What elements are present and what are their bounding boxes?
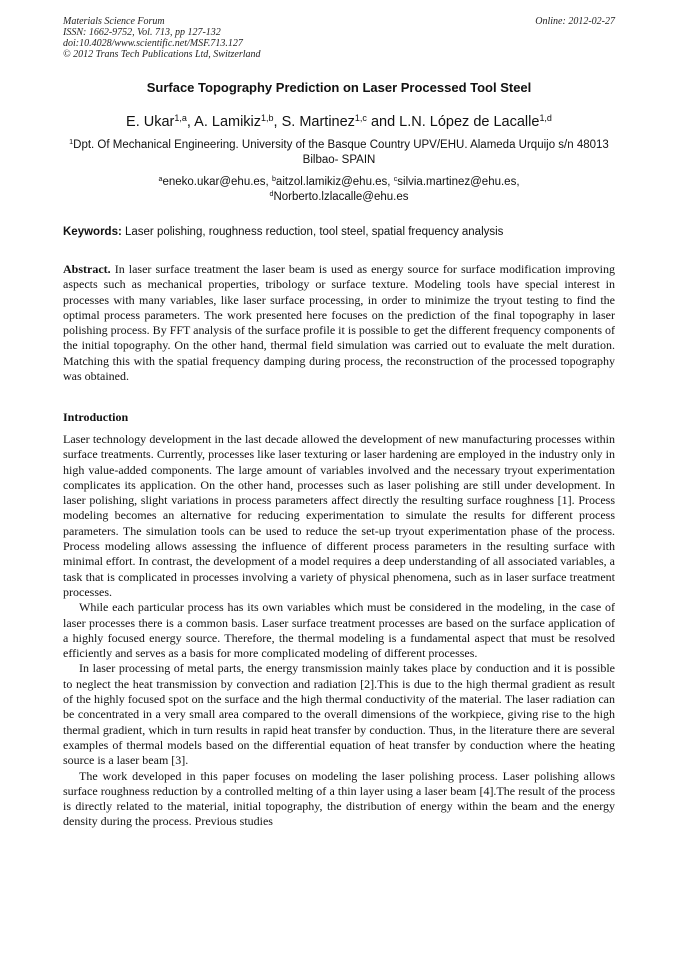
author-name: , S. Martinez — [273, 114, 355, 130]
author-name: and L.N. López de Lacalle — [366, 114, 540, 130]
online-date: Online: 2012-02-27 — [535, 16, 615, 27]
keywords-text: Laser polishing, roughness reduction, tool steel, spatial frequency analysis — [121, 226, 504, 238]
abstract — [63, 262, 615, 384]
intro-paragraph: The work developed in this paper focuses on modeling the laser polishing process. Laser polishing allows surface roughness reduction by a controlled melting of a thin layer using a laser beam [4].The result of the process is directly related to the material, initial topography, the distribution of energy within the beam and the energy density during the process. Previous studies — [63, 768, 615, 829]
affiliation-text: Dpt. Of Mechanical Engineering. University of the Basque Country UPV/EHU. Alameda Urquijo s/n 48013 Bilbao- SPAIN — [73, 139, 609, 166]
email-link[interactable]: eneko.ukar@ehu.es, — [162, 176, 272, 188]
author-emails — [63, 175, 615, 205]
email-link[interactable]: Norberto.lzlacalle@ehu.es — [273, 191, 409, 203]
author-name: , A. Lamikiz — [186, 114, 262, 130]
intro-paragraph: Laser technology development in the last decade allowed the development of new manufacturing processes within surface treatments. Currently, processes like laser texturing or laser hardening are employed in the industry only in high value-added components. The large amount of variables involved and the necessary tryout experimentation complicates its application. On the other hand, processes such as laser polishing are still under development. In laser polishing, slight variations in process parameters affect directly the resulting surface roughness [1]. Process modeling becomes an alternative for reducing experimentation to simulate the results for different process parameters. The simulation tools can be used to reduce the set-up tryout experimentation phase of the process. Process modeling allows assessing the influence of different process parameters in the resulting surface with minimal effort. In contrast, the development of a model requires a deep understanding of all associated variables, a task that is complicated in processes involving a variety of physical phenomena, such as in laser surface treatment processes. — [63, 432, 615, 599]
email-mark: d — [269, 190, 274, 199]
author-affiliation-mark: 1,c — [354, 113, 367, 124]
email-link[interactable]: silvia.martinez@ehu.es, — [397, 176, 520, 188]
author-affiliation-mark: 1,d — [539, 113, 552, 124]
email-link[interactable]: aitzol.lamikiz@ehu.es, — [275, 176, 394, 188]
introduction-body — [63, 432, 615, 830]
keywords — [63, 225, 623, 240]
author-affiliation-mark: 1,a — [174, 113, 187, 124]
journal-copyright: © 2012 Trans Tech Publications Ltd, Switzerland — [63, 49, 261, 60]
abstract-text: In laser surface treatment the laser beam is used as energy source for surface modification improving aspects such as mechanical properties, tribology or surface texture. Modeling tools have special interest in processes with many variables, like laser surface processing, in order to minimize the tryout testing to find the optimal process parameters. The work presented here focuses on the prediction of the final topography in laser polishing process. By FFT analysis of the surface profile it is possible to get the different frequency components of the initial topography. On the other hand, thermal field simulation was carried out to evaluate the melt duration. Matching this with the spatial frequency damping during process, the reconstruction of the processed topography was obtained. — [63, 262, 615, 384]
email-mark: b — [271, 175, 276, 184]
introduction-heading: Introduction — [63, 410, 129, 424]
journal-name: Materials Science Forum — [63, 16, 165, 27]
abstract-label: Abstract. — [63, 262, 111, 276]
author-name: E. Ukar — [126, 114, 175, 130]
keywords-label: Keywords: — [63, 226, 122, 238]
journal-doi: doi:10.4028/www.scientific.net/MSF.713.127 — [63, 38, 243, 49]
journal-issn: ISSN: 1662-9752, Vol. 713, pp 127-132 — [63, 27, 221, 38]
email-mark: c — [393, 175, 398, 184]
email-mark: a — [158, 175, 163, 184]
affiliation — [63, 138, 615, 168]
paper-title: Surface Topography Prediction on Laser Processed Tool Steel — [146, 80, 532, 95]
affiliation-mark: 1 — [69, 138, 74, 147]
journal-header — [63, 16, 615, 60]
intro-paragraph: In laser processing of metal parts, the energy transmission mainly takes place by conduction and it is possible to neglect the heat transmission by convection and radiation [2].This is due to the high thermal gradient as result of the highly focused spot on the surface and the high thermal conductivity of the material. The laser radiation can be concentrated in a very small area compared to the overall dimensions of the workpiece, giving rise to the high thermal gradient, which in turn results in rapid heat transfer by conduction. Thus, in the literature there are several examples of thermal models based on the differential equation of heat transfer by conduction where the heating source is a laser beam [3]. — [63, 661, 615, 768]
intro-paragraph: While each particular process has its own variables which must be considered in the modeling, in the case of laser processes there is a common basis. Laser surface treatment processes are based on the surface application of a highly focused energy source. Therefore, the thermal modeling is a fundamental aspect that must be resolved efficiently and serves as a basis for more complicated modeling of different processes. — [63, 600, 615, 661]
author-affiliation-mark: 1,b — [261, 113, 274, 124]
author-list — [63, 113, 615, 131]
